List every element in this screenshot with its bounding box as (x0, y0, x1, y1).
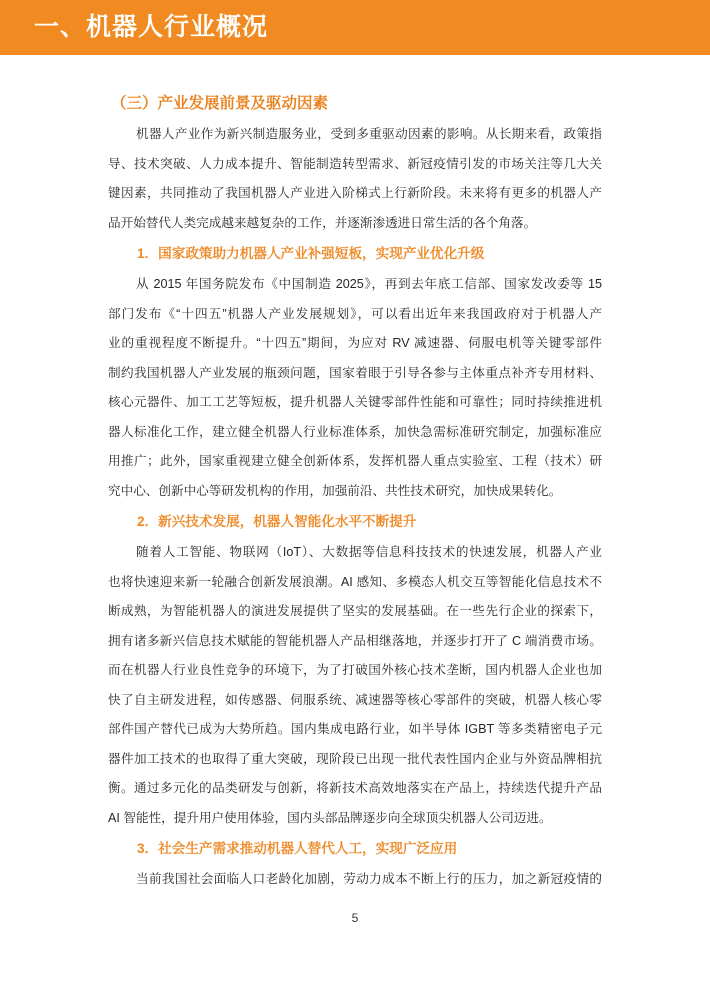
paragraph-1 (108, 120, 602, 238)
section-title: （三）产业发展前景及驱动因素 (111, 95, 329, 112)
text-line: 导、技术突破、人力成本提升、智能制造转型需求、新冠疫情引发的市场关注等几大关 (108, 156, 602, 171)
text-line: 断成熟，为智能机器人的演进发展提供了坚实的发展基础。在一些先行企业的探索下， (108, 604, 602, 618)
text-line: 部门发布《“十四五”机器人产业发展规划》，可以看出近年来我国政府对于机器人产 (108, 306, 602, 321)
text-line: 而在机器人行业良性竞争的环境下，为了打破国外核心技术垄断，国内机器人企业也加 (108, 663, 602, 677)
paragraph-2 (108, 270, 602, 506)
text-line: 从 2015 年国务院发布《中国制造 2025》，再到去年底工信部、国家发改委等 15 (136, 277, 602, 291)
text-line: 核心元器件、加工工艺等短板，提升机器人关键零部件性能和可靠性；同时持续推进机 (108, 395, 602, 409)
text-line: 品开始替代人类完成越来越复杂的工作，并逐渐渗透进日常生活的各个角落。 (108, 215, 537, 230)
text-line: 器件加工技术的也取得了重大突破，现阶段已出现一批代表性国内企业与外资品牌相抗 (108, 751, 602, 766)
text-line: 随着人工智能、物联网（IoT）、大数据等信息科技技术的快速发展，机器人产业 (136, 545, 602, 559)
chapter-title: 一、机器人行业概况 (34, 13, 269, 41)
text-line: 衡。通过多元化的品类研发与创新，将新技术高效地落实在产品上，持续迭代提升产品 (108, 781, 602, 795)
text-line: 当前我国社会面临人口老龄化加剧，劳动力成本不断上行的压力，加之新冠疫情的 (136, 872, 602, 886)
subheading-2: 2．新兴技术发展，机器人智能化水平不断提升 (137, 514, 417, 529)
text-line: 制约我国机器人产业发展的瓶颈问题，国家着眼于引导各参与主体重点补齐专用材料、 (108, 365, 602, 380)
text-line: 部件国产替代已成为大势所趋。国内集成电路行业，如半导体 IGBT 等多类精密电子元 (108, 722, 602, 736)
text-line: 用推广；此外，国家重视建立健全创新体系，发挥机器人重点实验室、工程（技术）研 (108, 454, 602, 468)
paragraph-3 (108, 538, 602, 833)
text-line: 也将快速迎来新一轮融合创新发展浪潮。AI 感知、多模态人机交互等智能化信息技术不 (108, 574, 602, 589)
text-line: 键因素，共同推动了我国机器人产业进入阶梯式上行新阶段。未来将有更多的机器人产 (108, 186, 602, 200)
page-number: 5 (351, 911, 359, 925)
text-line: 究中心、创新中心等研发机构的作用，加强前沿、共性技术研究，加快成果转化。 (108, 483, 562, 498)
page-content (108, 87, 602, 895)
text-line: AI 智能性，提升用户使用体验，国内头部品牌逐步向全球顶尖机器人公司迈进。 (108, 810, 552, 825)
text-line: 器人标准化工作，建立健全机器人行业标准体系，加快急需标准研究制定，加强标准应 (108, 424, 602, 439)
chapter-header-bar (0, 0, 710, 55)
paragraph-4 (108, 865, 602, 895)
text-line: 机器人产业作为新兴制造服务业，受到多重驱动因素的影响。从长期来看，政策指 (136, 127, 602, 141)
subheading-1: 1．国家政策助力机器人产业补强短板，实现产业优化升级 (137, 246, 485, 261)
text-line: 快了自主研发进程，如传感器、伺服系统、减速器等核心零部件的突破，机器人核心零 (108, 692, 602, 707)
text-line: 拥有诸多新兴信息技术赋能的智能机器人产品相继落地，并逐步打开了 C 端消费市场。 (108, 633, 602, 648)
text-line: 业的重视程度不断提升。“十四五”期间，为应对 RV 减速器、伺服电机等关键零部件 (108, 336, 602, 350)
subheading-3: 3．社会生产需求推动机器人替代人工，实现广泛应用 (137, 841, 458, 856)
